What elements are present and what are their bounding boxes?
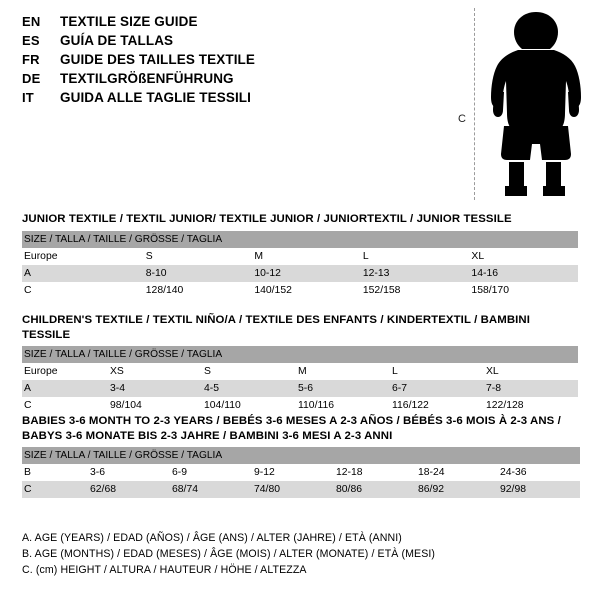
table-header-row [22,447,580,464]
table-row [22,265,578,282]
height-dashed-line [474,8,475,200]
cell: XL [469,248,578,265]
table-row [22,481,580,498]
cell: 3-6 [88,464,170,481]
cell: 14-16 [469,265,578,282]
cell: 158/170 [469,282,578,299]
cell: 9-12 [252,464,334,481]
language-code: ES [22,33,40,48]
row-label: B [22,464,88,481]
table-header-row [22,231,578,248]
row-label: C [22,282,144,299]
section-title: BABIES 3-6 MONTH TO 2-3 YEARS / BEBÉS 3-6 MESES A 2-3 AÑOS / BÉBÉS 3-6 MOIS À 2-3 ANS / BABYS 3-6 MONATE BIS 2-3 JAHRE / BAMBINI 3-6 MESI A 2-3 ANNI [22,415,561,442]
language-code: IT [22,90,34,105]
cell: 12-18 [334,464,416,481]
cell: 3-4 [108,380,202,397]
table-header-label: SIZE / TALLA / TAILLE / GRÖSSE / TAGLIA [22,346,578,363]
language-title-block [22,14,442,109]
cell: 6-7 [390,380,484,397]
language-row [22,52,442,71]
cell: 68/74 [170,481,252,498]
cell: 4-5 [202,380,296,397]
cell: 140/152 [252,282,361,299]
section-title: JUNIOR TEXTILE / TEXTIL JUNIOR/ TEXTILE JUNIOR / JUNIORTEXTIL / JUNIOR TESSILE [22,213,512,225]
cell: 24-36 [498,464,580,481]
cell: XS [108,363,202,380]
language-code: EN [22,14,41,29]
row-label: A [22,380,108,397]
language-title: GUIDE DES TAILLES TEXTILE [60,52,256,67]
cell: S [144,248,253,265]
table-row [22,464,580,481]
figure-measure-label: C [458,113,466,125]
language-row [22,71,442,90]
row-label: Europe [22,248,144,265]
section-babies-textile [22,414,578,498]
size-table-junior [22,231,578,299]
cell: 12-13 [361,265,470,282]
table-row [22,363,578,380]
language-row [22,33,442,52]
table-row [22,380,578,397]
size-table-children [22,346,578,414]
table-row [22,282,578,299]
cell: 5-6 [296,380,390,397]
language-title: TEXTILE SIZE GUIDE [60,14,198,29]
section-junior-textile [22,212,578,299]
table-header-label: SIZE / TALLA / TAILLE / GRÖSSE / TAGLIA [22,447,580,464]
footnote-b: B. AGE (MONTHS) / EDAD (MESES) / ÂGE (MOIS) / ALTER (MONATE) / ETÀ (MESI) [22,548,436,560]
cell: M [296,363,390,380]
section-title: CHILDREN'S TEXTILE / TEXTIL NIÑO/A / TEXTILE DES ENFANTS / KINDERTEXTIL / BAMBINI TESSILE [22,314,531,341]
language-title: GUIDA ALLE TAGLIE TESSILI [60,90,251,105]
table-header-label: SIZE / TALLA / TAILLE / GRÖSSE / TAGLIA [22,231,578,248]
language-code: DE [22,71,41,86]
cell: L [361,248,470,265]
row-label: A [22,265,144,282]
cell: 110/116 [296,397,390,414]
section-childrens-textile [22,313,578,414]
cell: 74/80 [252,481,334,498]
cell: 122/128 [484,397,578,414]
cell: 92/98 [498,481,580,498]
size-table-babies [22,447,580,498]
cell: 116/122 [390,397,484,414]
table-header-row [22,346,578,363]
row-label: Europe [22,363,108,380]
cell: M [252,248,361,265]
row-label: C [22,397,108,414]
cell: XL [484,363,578,380]
cell: 7-8 [484,380,578,397]
language-code: FR [22,52,40,67]
cell: 80/86 [334,481,416,498]
toddler-silhouette-icon [482,10,590,200]
footnote-a: A. AGE (YEARS) / EDAD (AÑOS) / ÂGE (ANS) / ALTER (JAHRE) / ETÀ (ANNI) [22,532,402,544]
cell: L [390,363,484,380]
cell: 62/68 [88,481,170,498]
cell: S [202,363,296,380]
table-row [22,397,578,414]
cell: 128/140 [144,282,253,299]
language-row [22,90,442,109]
language-title: GUÍA DE TALLAS [60,33,174,48]
table-row [22,248,578,265]
measurement-figure [452,8,592,203]
cell: 10-12 [252,265,361,282]
footnotes [22,530,582,578]
language-title: TEXTILGRÖßENFÜHRUNG [60,71,234,86]
footnote-c: C. (cm) HEIGHT / ALTURA / HAUTEUR / HÖHE / ALTEZZA [22,564,307,576]
cell: 98/104 [108,397,202,414]
cell: 104/110 [202,397,296,414]
cell: 6-9 [170,464,252,481]
cell: 18-24 [416,464,498,481]
cell: 8-10 [144,265,253,282]
cell: 152/158 [361,282,470,299]
cell: 86/92 [416,481,498,498]
row-label: C [22,481,88,498]
language-row [22,14,442,33]
